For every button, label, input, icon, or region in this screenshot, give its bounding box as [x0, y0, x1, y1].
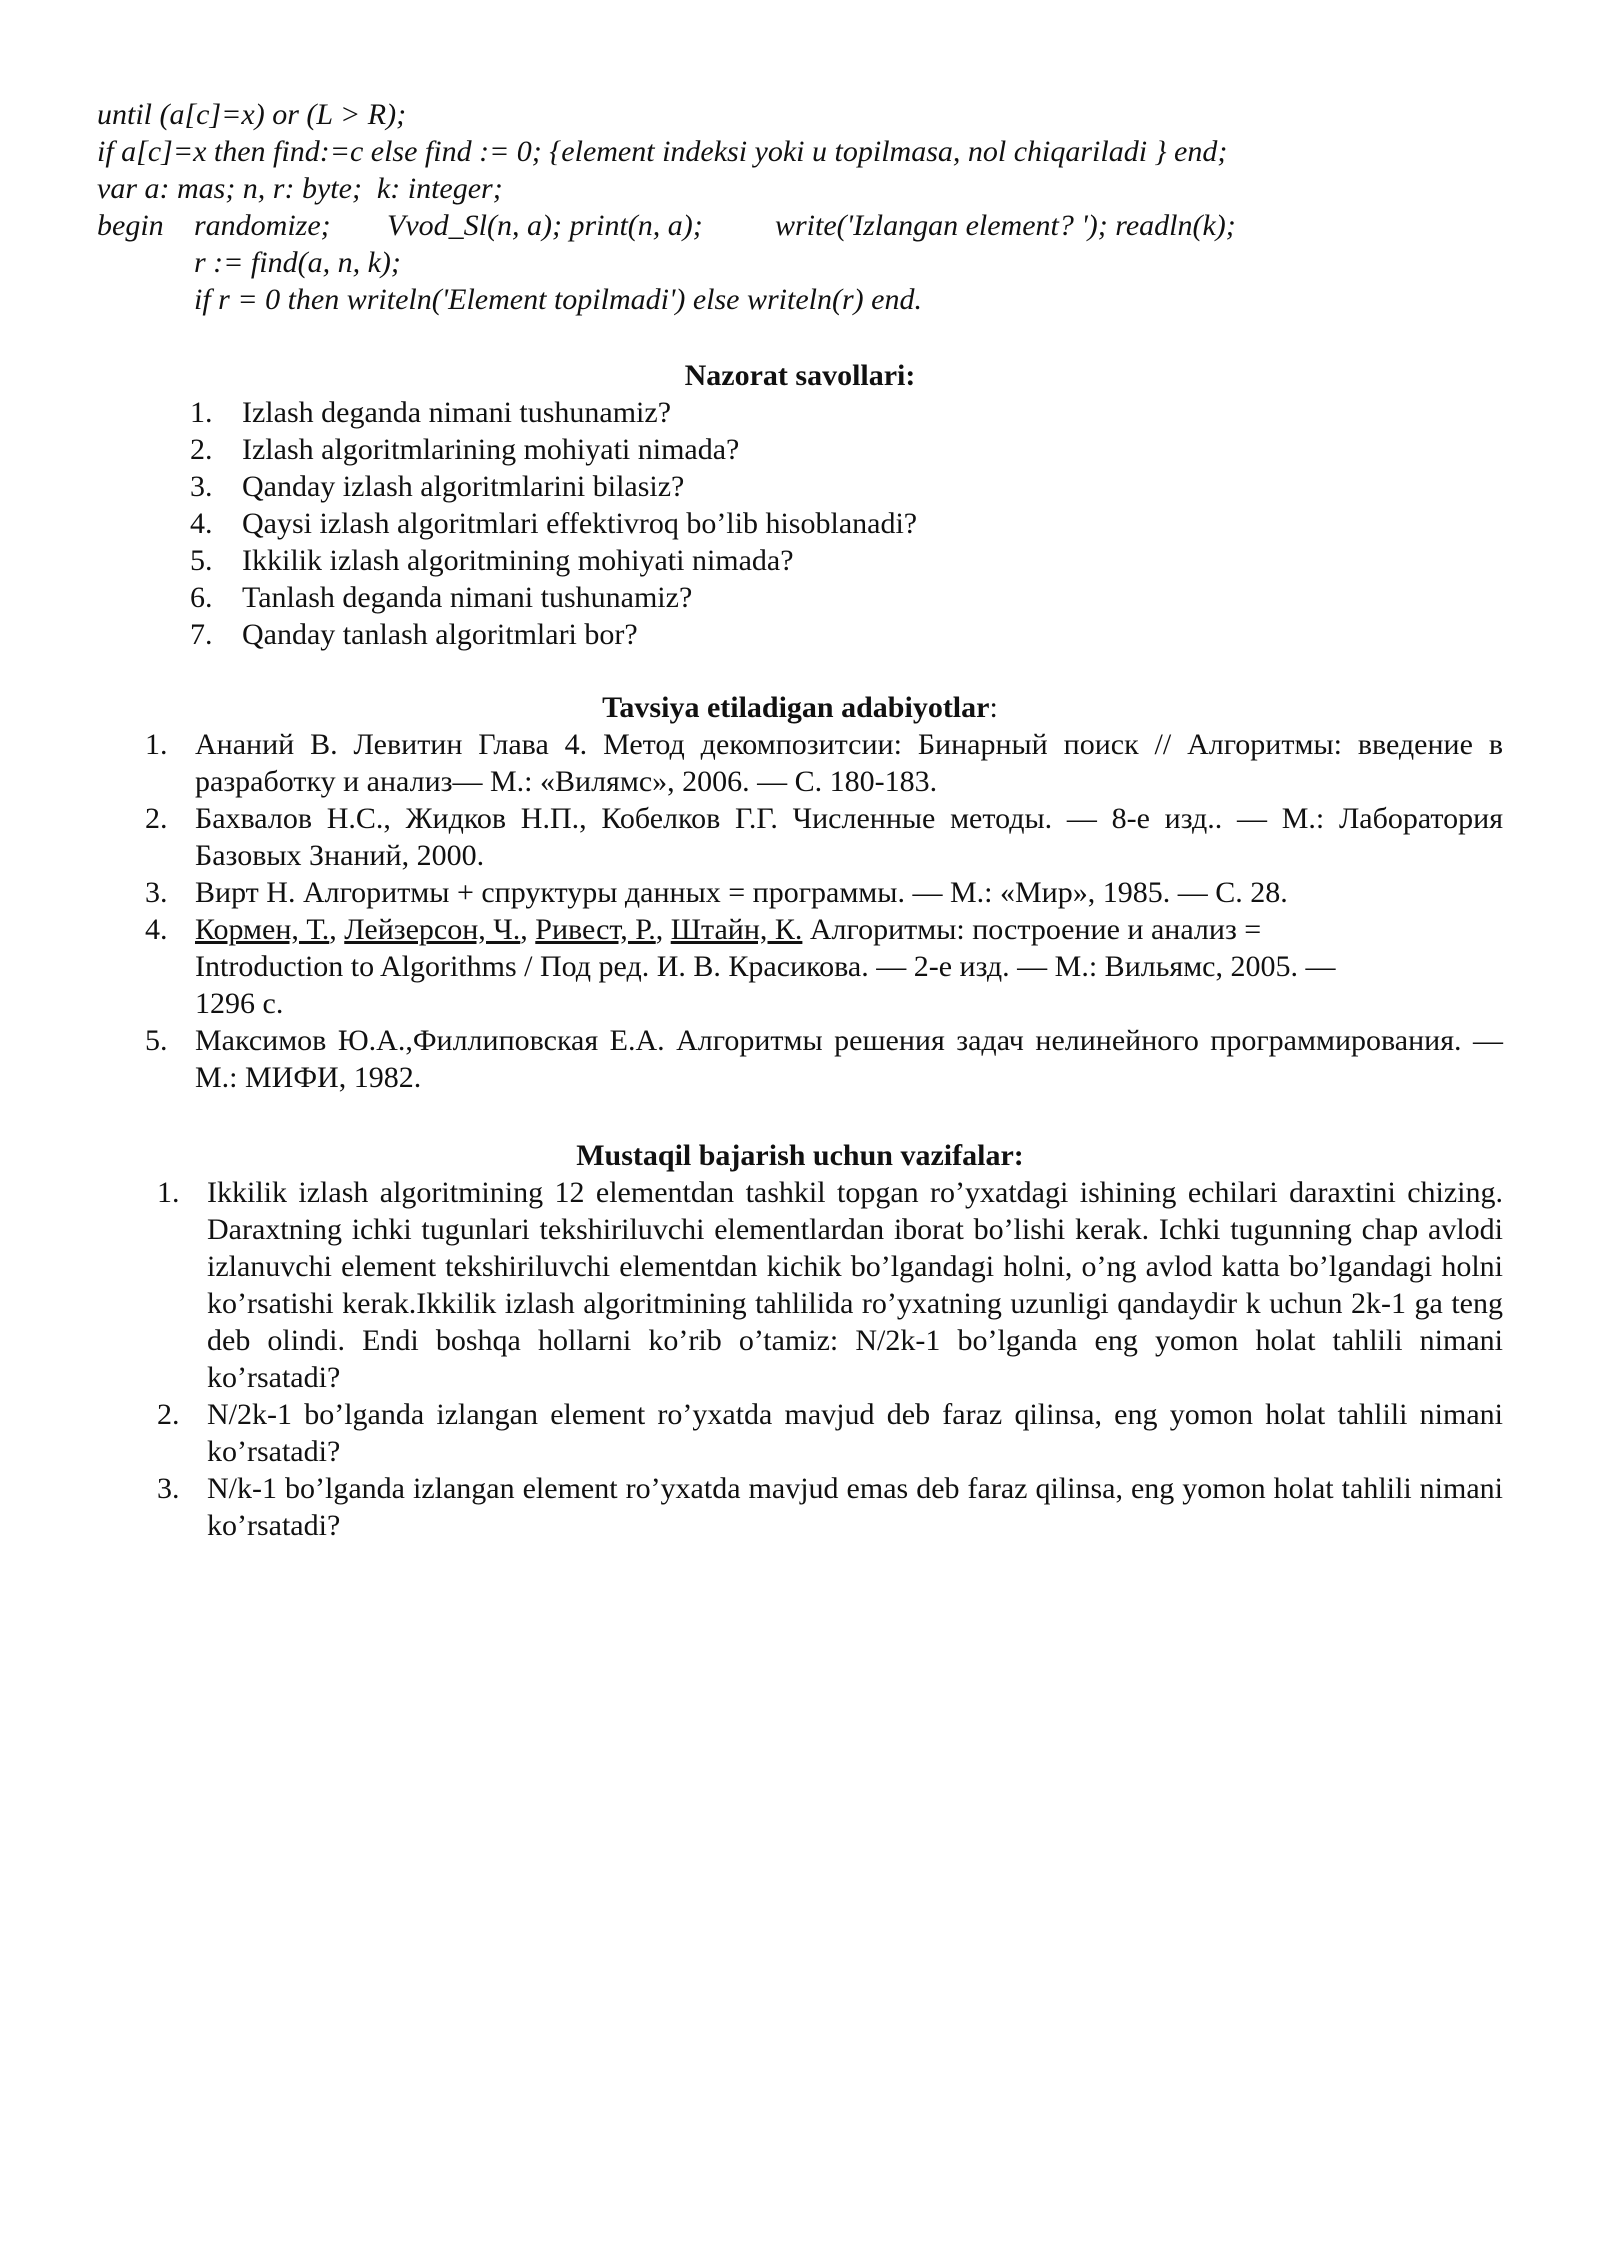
list-item: [190, 394, 1490, 431]
author-separator: ,: [655, 913, 671, 946]
item-number: 1.: [190, 396, 213, 429]
list-item: [157, 1396, 1503, 1470]
tasks-list: [157, 1174, 1503, 1544]
item-number: 5.: [145, 1024, 168, 1057]
item-number: 1.: [145, 728, 168, 761]
code-line: if r = 0 then writeln('Element topilmadi') else writeln(r) end.: [194, 283, 922, 316]
item-number: 2.: [157, 1398, 180, 1431]
references-list: [145, 726, 1503, 1096]
item-text: Бахвалов Н.С., Жидков Н.П., Кобелков Г.Г. Численные методы. — 8-е изд.. — М.: Лаборатория Базовых Знаний, 2000.: [195, 802, 1503, 872]
list-item: [157, 1174, 1503, 1396]
author-separator: ,: [520, 913, 536, 946]
reference-rest: Алгоритмы: построение и анализ =: [802, 913, 1262, 946]
list-item: [157, 1470, 1503, 1544]
code-line: var a: mas; n, r: byte; k: integer;: [97, 172, 503, 205]
code-line: r := find(a, n, k);: [194, 246, 401, 279]
questions-list: [190, 394, 1490, 653]
author-link[interactable]: Штайн, К.: [670, 913, 803, 946]
item-number: 1.: [157, 1176, 180, 1209]
item-text: Qanday izlash algoritmlarini bilasiz?: [242, 470, 685, 503]
item-text: Ikkilik izlash algoritmining 12 elementdan tashkil topgan ro’yxatdagi ishining echilari daraxtini chizing. Daraxtning ichki tugunlari tekshiriluvchi elementlardan iborat bo’lishi kerak. Ichki tugunning chap avlodi izlanuvchi element tekshiriluvchi elementdan kichik bo’lgandagi holni, o’ng avlod katta bo’lgandagi holni ko’rsatishi kerak.Ikkilik izlash algoritmining tahlilida ro’yxatning uzunligi qandaydir k uchun 2k-1 ga teng deb olindi. Endi boshqa hollarni ko’rib o’tamiz: N/2k-1 bo’lganda eng yomon holat tahlili nimani ko’rsatadi?: [207, 1176, 1503, 1394]
item-text: Izlash algoritmlarining mohiyati nimada?: [242, 433, 740, 466]
item-number: 2.: [190, 433, 213, 466]
item-number: 3.: [190, 470, 213, 503]
author-link[interactable]: Лейзерсон, Ч.: [344, 913, 521, 946]
code-block: [97, 96, 1517, 318]
questions-heading: Nazorat savollari:: [684, 359, 916, 392]
list-item: [190, 579, 1490, 616]
code-line: until (a[c]=x) or (L > R);: [97, 98, 407, 131]
code-segment: randomize;: [194, 209, 331, 242]
item-text: Tanlash deganda nimani tushunamiz?: [242, 581, 693, 614]
list-item: [145, 800, 1503, 874]
item-number: 4.: [190, 507, 213, 540]
list-item: [145, 1022, 1503, 1096]
code-line: if a[c]=x then find:=c else find := 0; {element indeksi yoki u topilmasa, nol chiqariladi } end;: [97, 135, 1228, 168]
item-number: 7.: [190, 618, 213, 651]
list-item: [190, 431, 1490, 468]
item-text: N/2k-1 bo’lganda izlangan element ro’yxatda mavjud deb faraz qilinsa, eng yomon holat tahlili nimani ko’rsatadi?: [207, 1398, 1503, 1468]
item-number: 6.: [190, 581, 213, 614]
tasks-heading: Mustaqil bajarish uchun vazifalar:: [576, 1139, 1024, 1172]
references-heading-colon: :: [989, 691, 998, 724]
item-text: Ikkilik izlash algoritmining mohiyati nimada?: [242, 544, 794, 577]
item-number: 5.: [190, 544, 213, 577]
item-text: Ананий В. Левитин Глава 4. Метод декомпозитсии: Бинарный поиск // Алгоритмы: введение в разработку и анализ— М.: «Вилямс», 2006. — С. 180-183.: [195, 728, 1503, 798]
item-number: 4.: [145, 913, 168, 946]
author-link[interactable]: Ривест, Р.: [535, 913, 656, 946]
list-item: [190, 542, 1490, 579]
item-text: [195, 911, 1503, 1022]
item-number: 3.: [157, 1472, 180, 1505]
reference-rest: 1296 с.: [195, 987, 284, 1020]
code-segment: write('Izlangan element? '); readln(k);: [775, 209, 1236, 242]
item-text: Qanday tanlash algoritmlari bor?: [242, 618, 638, 651]
list-item: [190, 616, 1490, 653]
reference-rest: Introduction to Algorithms / Под ред. И. В. Красикова. — 2-е изд. — М.: Вильямс, 2005. —: [195, 950, 1336, 983]
item-text: Вирт Н. Алгоритмы + спруктуры данных = программы. — М.: «Мир», 1985. — С. 28.: [195, 876, 1288, 909]
references-heading: [0, 689, 1600, 726]
item-number: 2.: [145, 802, 168, 835]
item-text: Максимов Ю.А.,Филлиповская Е.А. Алгоритмы решения задач нелинейного программирования. — М.: МИФИ, 1982.: [195, 1024, 1503, 1094]
author-link[interactable]: Кормен, Т.: [195, 913, 330, 946]
author-separator: ,: [329, 913, 345, 946]
item-text: N/k-1 bo’lganda izlangan element ro’yxatda mavjud emas deb faraz qilinsa, eng yomon holat tahlili nimani ko’rsatadi?: [207, 1472, 1503, 1542]
code-segment: Vvod_Sl(n, a); print(n, a);: [387, 209, 703, 242]
list-item: [145, 874, 1503, 911]
list-item: [145, 726, 1503, 800]
item-text: Qaysi izlash algoritmlari effektivroq bo’lib hisoblanadi?: [242, 507, 918, 540]
item-number: 3.: [145, 876, 168, 909]
references-heading-text: Tavsiya etiladigan adabiyotlar: [602, 691, 990, 724]
code-line: [97, 207, 1517, 244]
item-text: Izlash deganda nimani tushunamiz?: [242, 396, 672, 429]
list-item: [190, 505, 1490, 542]
code-keyword-begin: begin: [97, 209, 164, 242]
list-item: [190, 468, 1490, 505]
list-item: [145, 911, 1503, 1022]
